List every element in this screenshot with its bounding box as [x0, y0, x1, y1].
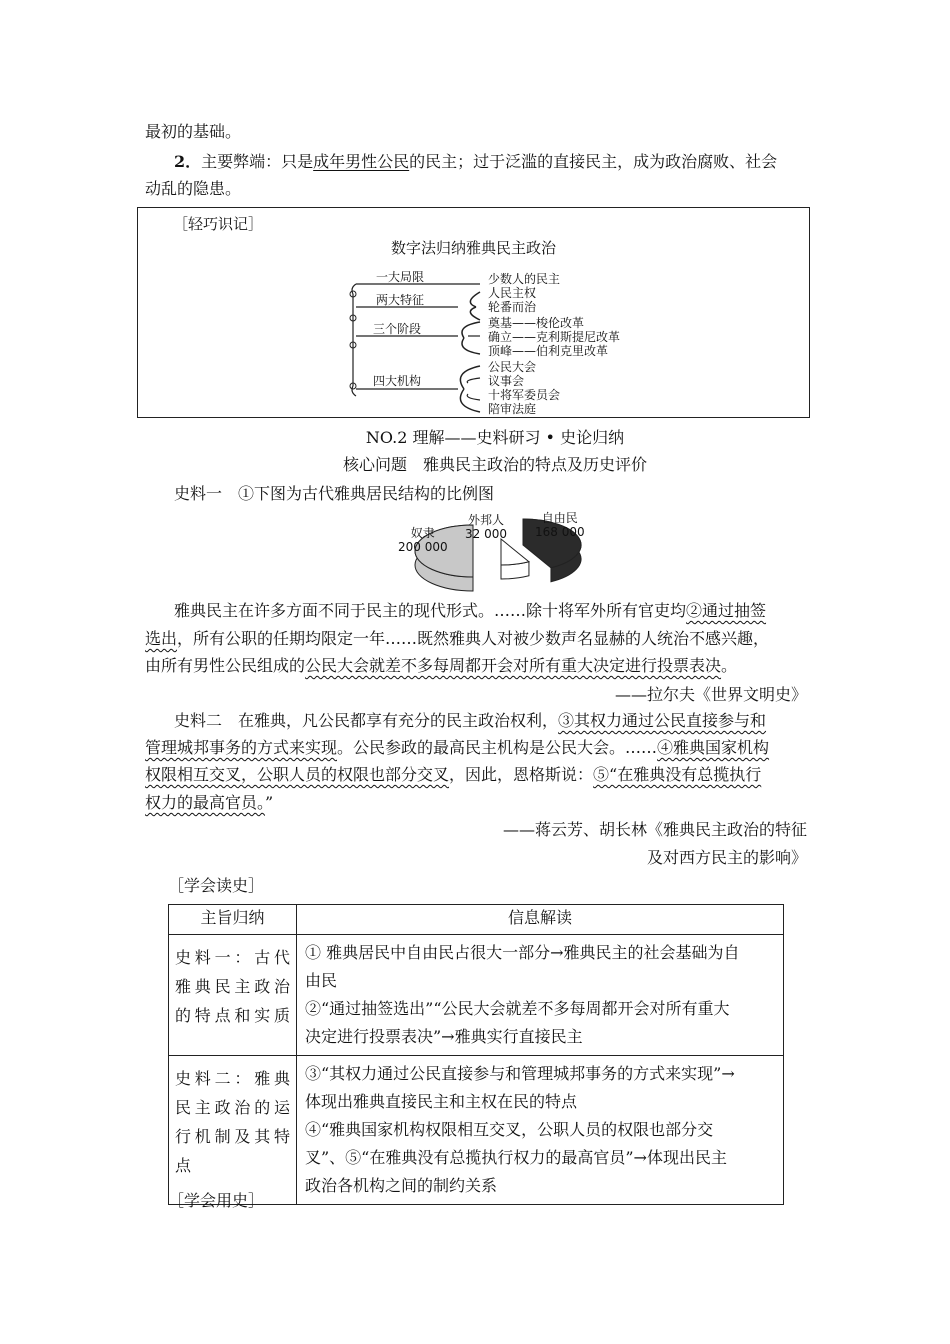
cell-line: 史料二：雅典	[175, 1069, 290, 1088]
stage-item-3: 顶峰——伯利克里改革	[488, 344, 609, 358]
cell-line: ④“雅典国家机构权限相互交叉，公职人员的权限也部分交	[305, 1120, 714, 1139]
table-cell-interpretation	[297, 1056, 784, 1205]
pie-label-free	[535, 511, 585, 539]
cell-line: 决定进行投票表决”→雅典实行直接民主	[305, 1027, 583, 1046]
pie-label-free-name: 自由民	[541, 511, 578, 525]
branch-organs: 四大机构	[373, 374, 422, 388]
feature-item-2: 轮番而治	[488, 300, 537, 314]
table-header-summary: 主旨归纳	[169, 905, 297, 935]
mind-map-lines	[138, 208, 809, 417]
tip-label: ［轻巧识记］	[173, 215, 264, 233]
point-2: 2．主要弊端：只是成年男性公民的民主；过于泛滥的直接民主，成为政治腐败、社会	[174, 152, 778, 171]
cell-line: 点	[175, 1156, 192, 1175]
learn-read-label: ［学会读史］	[168, 876, 265, 895]
cell-line: 史料一：古代	[175, 948, 290, 967]
cell-line: 雅典民主政治	[175, 977, 290, 996]
intro-line: 最初的基础。	[145, 122, 242, 141]
pie-label-foreigners-name: 外邦人	[467, 513, 504, 527]
organ-item-3: 十将军委员会	[488, 388, 561, 402]
learn-use-label: ［学会用史］	[168, 1191, 265, 1210]
source2-l1: 史料二 在雅典，凡公民都享有充分的民主政治权利，③其权力通过公民直接参与和	[174, 711, 767, 730]
tip-title: 数字法归纳雅典民主政治	[390, 239, 556, 257]
table-header-interpretation: 信息解读	[297, 905, 784, 935]
cell-line: ②“通过抽签选出”“公民大会就差不多每周都开会对所有重大	[305, 999, 730, 1018]
source1-p2: 选出，所有公职的任期均限定一年……既然雅典人对被少数声名显赫的人统治不感兴趣，	[145, 629, 770, 648]
analysis-table	[168, 904, 784, 1205]
pie-label-slaves-name: 奴隶	[410, 526, 435, 540]
organ-item-4: 陪审法庭	[488, 402, 537, 416]
cell-line: 叉”、⑤“在雅典没有总揽执行权力的最高官员”→体现出民主	[305, 1148, 727, 1167]
cell-line: ③“其权力通过公民直接参与和管理城邦事务的方式来实现”→	[305, 1064, 735, 1083]
source2-l3: 权限相互交叉，公职人员的权限也部分交叉，因此，恩格斯说：⑤“在雅典没有总揽执行	[145, 765, 762, 784]
table-row	[169, 935, 784, 1056]
source2-l4: 权力的最高官员。”	[145, 793, 274, 812]
source1-citation: ——拉尔夫《世界文明史》	[614, 685, 807, 704]
branch-features: 两大特征	[376, 293, 425, 307]
cell-line: 的特点和实质	[175, 1006, 290, 1025]
cell-line: ① 雅典居民中自由民占很大一部分→雅典民主的社会基础为自	[305, 943, 740, 962]
pie-label-foreigners	[465, 513, 507, 541]
branch-stages: 三个阶段	[373, 322, 422, 336]
pie-label-free-value: 168 000	[535, 525, 585, 539]
organ-item-2: 议事会	[488, 374, 525, 388]
pie-label-slaves-value: 200 000	[398, 540, 448, 554]
table-header-row	[169, 905, 784, 935]
cell-line: 行机制及其特	[175, 1127, 290, 1146]
cell-line: 政治各机构之间的制约关系	[305, 1176, 498, 1195]
source2-citation-1: ——蒋云芳、胡长林《雅典民主政治的特征	[502, 820, 807, 839]
cell-line: 体现出雅典直接民主和主权在民的特点	[305, 1092, 578, 1111]
cell-line: 由民	[305, 971, 338, 990]
table-row	[169, 1056, 784, 1205]
pie-label-foreigners-value: 32 000	[465, 527, 507, 541]
pie-label-slaves	[398, 526, 448, 554]
source1-intro: 史料一 ①下图为古代雅典居民结构的比例图	[174, 484, 495, 503]
table-cell-summary	[169, 935, 297, 1056]
tip-box	[137, 207, 810, 418]
source1-p3: 由所有男性公民组成的公民大会就差不多每周都开会对所有重大决定进行投票表决。	[145, 656, 738, 675]
limit-item: 少数人的民主	[488, 272, 561, 286]
source2-citation-2: 及对西方民主的影响》	[646, 848, 807, 867]
cell-line: 民主政治的运	[175, 1098, 290, 1117]
section-heading: NO.2 理解——史料研习 • 史论归纳	[365, 428, 625, 447]
organ-item-1: 公民大会	[488, 360, 537, 374]
source1-p1: 雅典民主在许多方面不同于民主的现代形式。……除十将军外所有官吏均②通过抽签	[174, 601, 767, 620]
core-question: 核心问题 雅典民主政治的特点及历史评价	[342, 455, 647, 474]
feature-item-1: 人民主权	[488, 286, 537, 300]
stage-item-1: 奠基——梭伦改革	[488, 316, 585, 330]
branch-limit: 一大局限	[376, 270, 425, 284]
stage-item-2: 确立——克利斯提尼改革	[488, 330, 621, 344]
table-cell-interpretation	[297, 935, 784, 1056]
table-cell-summary	[169, 1056, 297, 1205]
source2-l2: 管理城邦事务的方式来实现。公民参政的最高民主机构是公民大会。……④雅典国家机构	[145, 738, 770, 757]
point-2-cont: 动乱的隐患。	[145, 179, 242, 198]
